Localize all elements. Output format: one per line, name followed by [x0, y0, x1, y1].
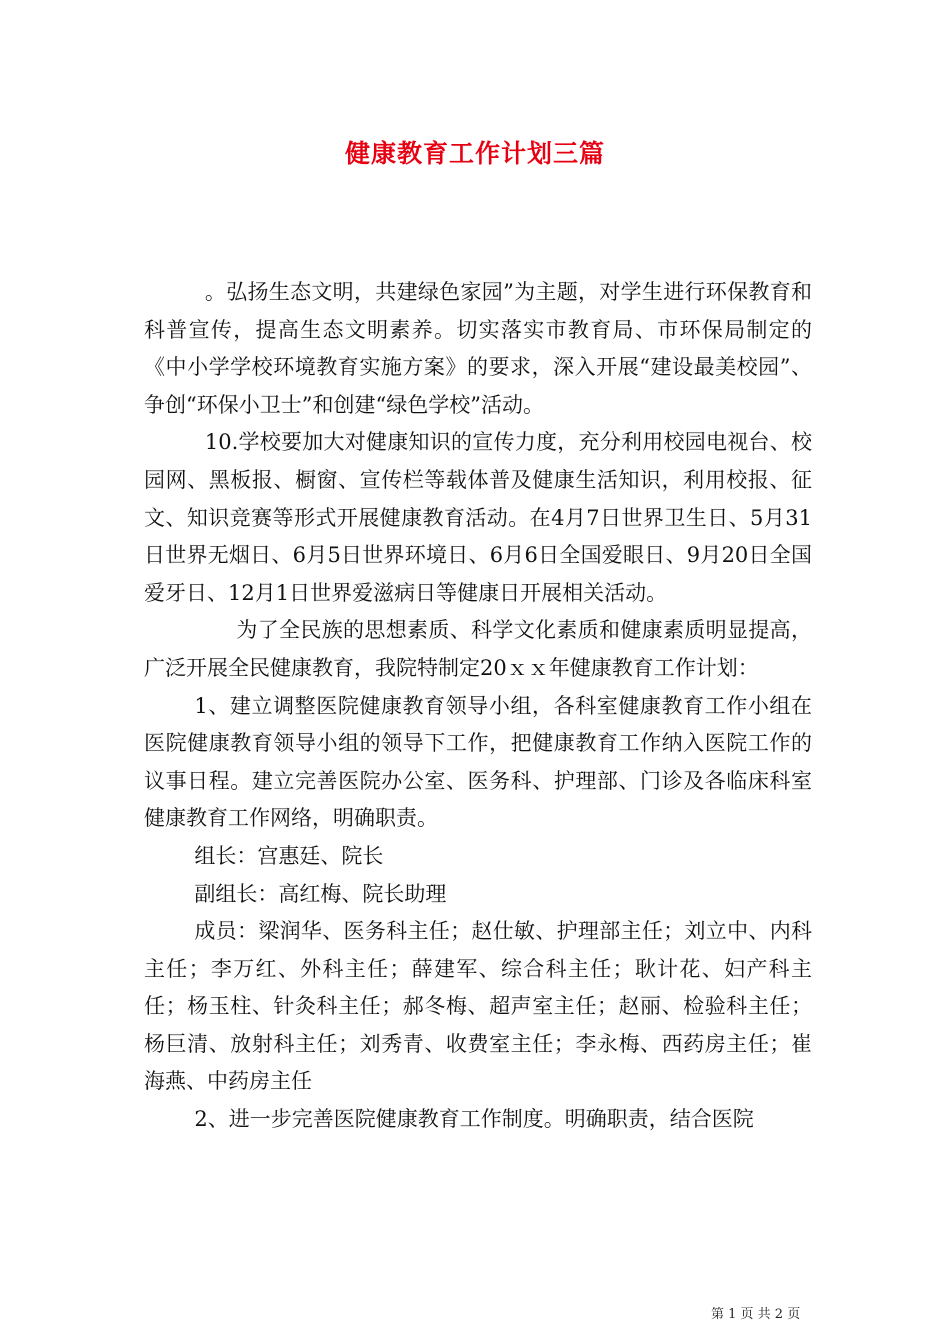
paragraph-members: 成员：梁润华、医务科主任；赵仕敏、护理部主任；刘立中、内科主任；李万红、外科主任；薛建军、综合科主任；耿计花、妇产科主任；杨玉柱、针灸科主任；郝冬梅、超声室主任；赵丽、检验科主任；杨巨清、放射科主任；刘秀青、收费室主任；李永梅、西药房主任；崔海燕、中药房主任 [144, 919, 812, 1094]
paragraph-health-publicity: 10.学校要加大对健康知识的宣传力度，充分利用校园电视台、校园网、黑板报、橱窗、宣传栏等载体普及健康生活知识，利用校报、征文、知识竞赛等形式开展健康教育活动。在4月7日世界卫生日、5月31日世界无烟日、6月5日世界环境日、6月6日全国爱眼日、9月20日全国爱牙日、12月1日世界爱滋病日等健康日开展相关活动。 [144, 430, 812, 605]
paragraph-work-system: 2、进一步完善医院健康教育工作制度。明确职责，结合医院 [194, 1107, 754, 1132]
paragraph-eco-theme: 。弘扬生态文明，共建绿色家园”为主题，对学生进行环保教育和科普宣传，提高生态文明素养。切实落实市教育局、市环保局制定的《中小学学校环境教育实施方案》的要求，深入开展“建设最美校园”、争创“环保小卫士”和创建“绿色学校”活动。 [144, 280, 812, 417]
paragraph-group-leader: 组长：宫惠廷、院长 [194, 843, 384, 868]
paragraph-leadership-group: 1、建立调整医院健康教育领导小组，各科室健康教育工作小组在医院健康教育领导小组的领导下工作，把健康教育工作纳入医院工作的议事日程。建立完善医院办公室、医务科、护理部、门诊及各临床科室健康教育工作网络，明确职责。 [144, 693, 812, 831]
document-body [144, 274, 812, 1139]
page-number: 第 1 页 共 2 页 [711, 1307, 801, 1322]
paragraph-plan-intro: 为了全民族的思想素质、科学文化素质和健康素质明显提高，广泛开展全民健康教育，我院特制定20ｘｘ年健康教育工作计划： [144, 618, 812, 680]
paragraph-deputy-leader: 副组长：高红梅、院长助理 [194, 881, 447, 906]
document-title: 健康教育工作计划三篇 [344, 139, 605, 168]
